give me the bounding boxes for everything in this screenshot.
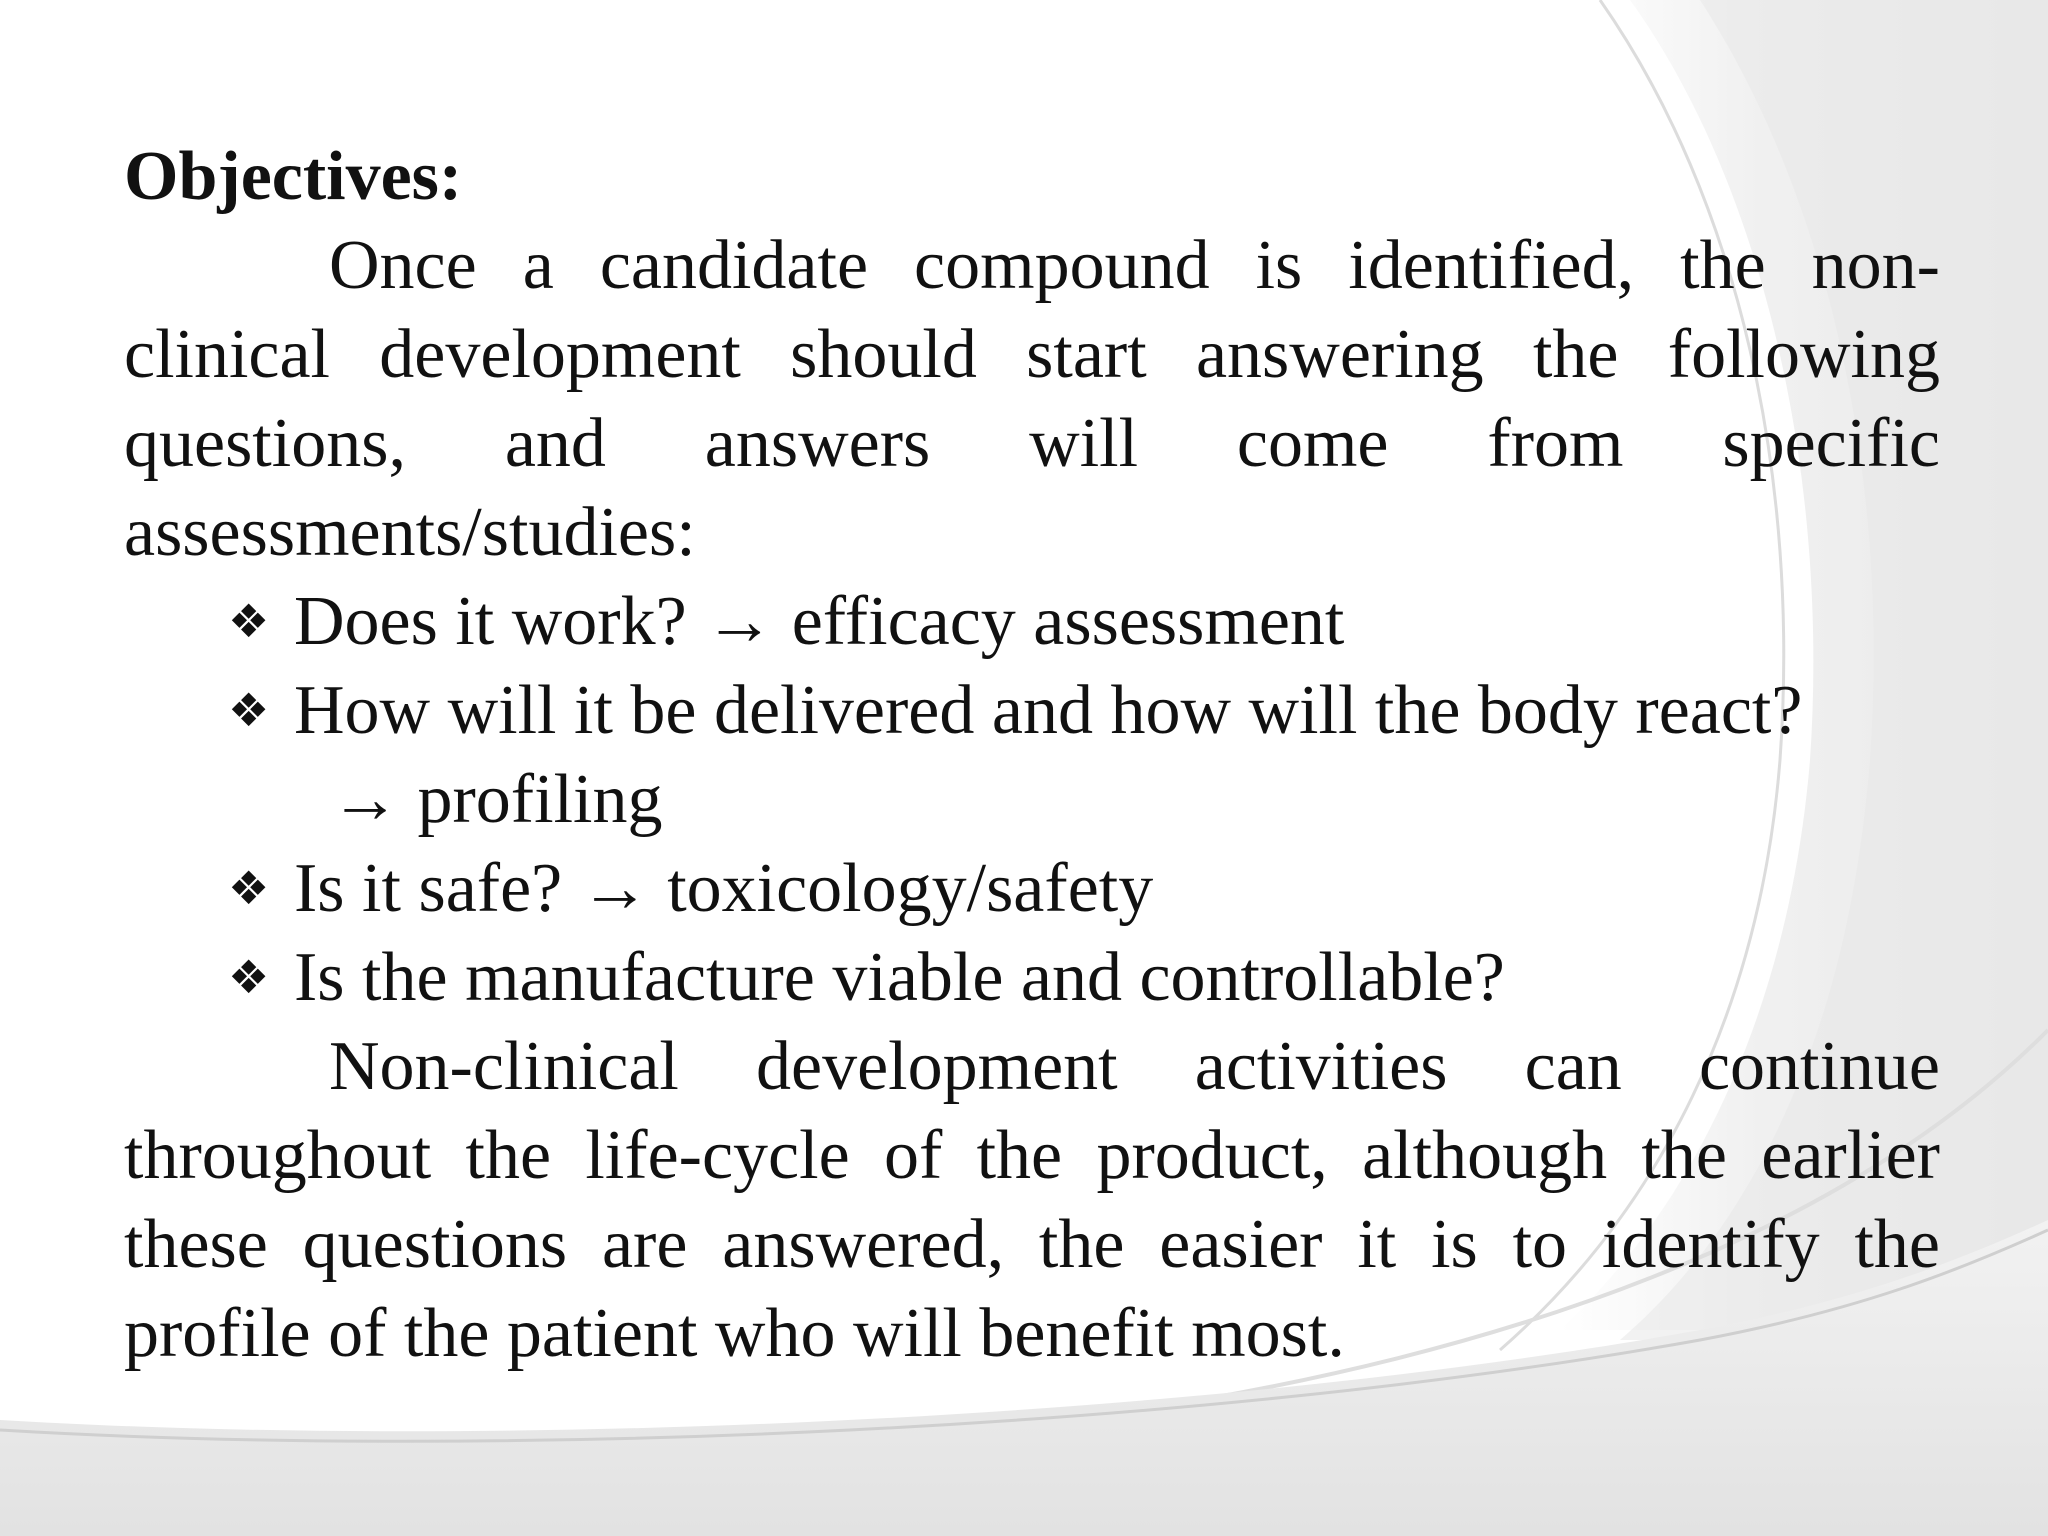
list-item-text: Is it safe? → toxicology/safety [294, 850, 1154, 927]
diamond-bullet-icon: ❖ [228, 950, 270, 1004]
intro-paragraph: Once a candidate compound is identified, the non-clinical development should start answering the following questions, and answers will come from specific assessments/studies: [124, 227, 1940, 571]
question-list [124, 577, 1940, 1022]
slide-heading: Objectives: [124, 138, 463, 215]
list-item [228, 933, 1940, 1022]
list-item [228, 844, 1940, 933]
slide-content [124, 132, 1940, 1378]
list-item-text: Is the manufacture viable and controllable? [294, 939, 1505, 1016]
list-item-text: How will it be delivered and how will the body react? [294, 672, 1803, 749]
list-item-continuation: → profiling [330, 761, 663, 838]
list-item [228, 577, 1940, 666]
list-item [228, 666, 1940, 844]
closing-paragraph: Non-clinical development activities can continue throughout the life-cycle of the product, although the earlier these questions are answered, the easier it is to identify the profile of the patient who will benefit most. [124, 1028, 1940, 1372]
list-item-text: Does it work? → efficacy assessment [294, 583, 1345, 660]
diamond-bullet-icon: ❖ [228, 594, 270, 648]
diamond-bullet-icon: ❖ [228, 861, 270, 915]
diamond-bullet-icon: ❖ [228, 683, 270, 737]
